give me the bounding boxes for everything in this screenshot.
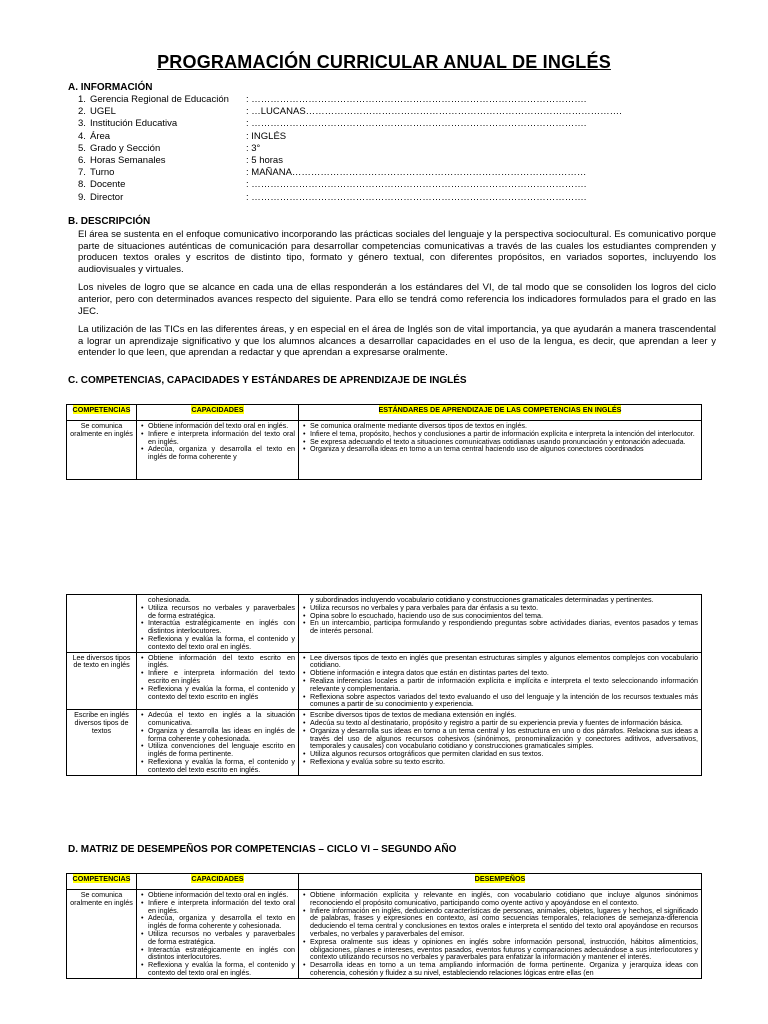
info-value: : 5 horas xyxy=(246,155,283,167)
bullet-item: • Organiza y desarrolla las ideas en inglés de forma coherente y cohesionada. xyxy=(140,727,295,743)
info-row xyxy=(78,118,738,130)
bullet-item: • Utiliza recursos no verbales y para verbales para dar énfasis a su texto. xyxy=(302,604,698,612)
capacidades-cell xyxy=(137,890,299,979)
info-num: 5. xyxy=(78,142,86,154)
bullet-item: • Organiza y desarrolla sus ideas en torno a un tema central y los estructura en uno o dos párrafos. Relaciona sus ideas a través del uso de algunos recursos cohesivos (sinónimos, pronominalización y conectores aditivos, adversativos, temporales y causales) con vocabulario cotidiano y construcciones gramaticales simples. xyxy=(302,727,698,750)
bullet-item: • Adecúa su texto al destinatario, propósito y registro a partir de su experiencia previa y fuentes de información básica. xyxy=(302,719,698,727)
bullet-item: • Infiere e interpreta información del texto oral en inglés. xyxy=(140,899,295,915)
info-value: : INGLÉS xyxy=(246,130,287,142)
competencia-cell: Se comunica oralmente en inglés xyxy=(67,890,137,979)
header-capacidades: CAPACIDADES xyxy=(137,405,299,421)
bullet-item: • Reflexiona sobre aspectos variados del texto evaluando el uso del lenguaje y la intención de los recursos textuales más comunes a partir de su conocimiento y experiencia. xyxy=(302,693,698,709)
bullet-item: • Expresa oralmente sus ideas y opiniones en inglés sobre información personal, instrucción, hábitos alimenticios, obligaciones, planes e intereses, eventos pasados, eventos futuros y comparaciones adecuándose a sus interlocutores y contexto utilizando recursos no verbales y paraverbales para enfatizar la información y mantener el interés. xyxy=(302,938,698,961)
bullet-item: • Realiza inferencias locales a partir de información explícita e implícita e interpreta el texto seleccionando información relevante y complementaria. xyxy=(302,677,698,693)
info-row xyxy=(78,106,738,118)
bullet-item: • Obtiene información del texto oral en inglés. xyxy=(140,891,295,899)
desempenos-table xyxy=(66,873,702,979)
section-d-heading: D. MATRIZ DE DESEMPEÑOS POR COMPETENCIAS – CICLO VI – SEGUNDO AÑO xyxy=(68,844,457,855)
info-value: : ……………………………………………………………………………………………. xyxy=(246,118,587,130)
bullet-item: • Se expresa adecuando el texto a situaciones comunicativas cotidianas usando pronunciación y entonación adecuada. xyxy=(302,438,698,446)
bullet-item: • Reflexiona y evalúa la forma, el contenido y contexto del texto escrito en inglés xyxy=(140,685,295,701)
continued-text: y subordinados incluyendo vocabulario cotidiano y construcciones gramaticales determinadas y pertinentes. xyxy=(310,595,654,604)
bullet-item: • Adecúa el texto en inglés a la situación comunicativa. xyxy=(140,711,295,727)
bullet-item: • Utiliza convenciones del lenguaje escrito en inglés de forma pertinente. xyxy=(140,742,295,758)
section-a-heading: A. INFORMACIÓN xyxy=(68,82,153,93)
bullet-item: • Se comunica oralmente mediante diversos tipos de textos en inglés. xyxy=(302,422,698,430)
competencia-cell: Lee diversos tipos de texto en inglés xyxy=(67,652,137,710)
info-row xyxy=(78,179,738,191)
table-row xyxy=(67,595,702,653)
bullet-item: • Obtiene información del texto oral en inglés. xyxy=(140,422,295,430)
bullet-item: • Infiere e interpreta información del texto oral en inglés. xyxy=(140,430,295,446)
bullet-item: • Escribe diversos tipos de textos de mediana extensión en inglés. xyxy=(302,711,698,719)
bullet-item: • Desarrolla ideas en torno a un tema ampliando información de forma pertinente. Organiza y jerarquiza ideas con coherencia, cohesión y fluidez a su nivel, estableciendo relaciones lógicas entre ellas (en xyxy=(302,961,698,977)
info-label: Área xyxy=(90,130,111,142)
bullet-item: • Reflexiona y evalúa la forma, el contenido y contexto del texto oral en inglés. xyxy=(140,961,295,977)
estandares-cell xyxy=(299,710,702,775)
info-label: Director xyxy=(90,191,124,203)
header-competencias: COMPETENCIAS xyxy=(67,405,137,421)
competencias-table-part1 xyxy=(66,404,702,480)
info-value: : MAÑANA………………………………………………………………………………… xyxy=(246,167,587,179)
header-competencias: COMPETENCIAS xyxy=(67,874,137,890)
competencia-cell: Escribe en inglés diversos tipos de textos xyxy=(67,710,137,775)
header-capacidades: CAPACIDADES xyxy=(137,874,299,890)
bullet-item: • Reflexiona y evalúa la forma, el contenido y contexto del texto oral en inglés. xyxy=(140,635,295,651)
bullet-item: • Infiere e interpreta información del texto escrito en inglés xyxy=(140,669,295,685)
continued-text: cohesionada. xyxy=(148,595,191,604)
bullet-item: • Reflexiona y evalúa sobre su texto escrito. xyxy=(302,758,698,766)
header-estandares: ESTÁNDARES DE APRENDIZAJE DE LAS COMPETENCIAS EN INGLÉS xyxy=(299,405,702,421)
bullet-item: • Interactúa estratégicamente en inglés con distintos interlocutores. xyxy=(140,946,295,962)
estandares-cell xyxy=(299,595,702,653)
info-value: : ……………………………………………………………………………………………. xyxy=(246,179,587,191)
info-num: 2. xyxy=(78,106,86,118)
bullet-item: • Obtiene información del texto escrito en inglés. xyxy=(140,654,295,670)
table-row xyxy=(67,652,702,710)
header-desempenos: DESEMPEÑOS xyxy=(299,874,702,890)
bullet-item: • Utiliza recursos no verbales y paraverbales de forma estratégica. xyxy=(140,930,295,946)
info-row xyxy=(78,131,738,143)
bullet-item: • Lee diversos tipos de texto en inglés que presentan estructuras simples y algunos elementos complejos con vocabulario cotidiano. xyxy=(302,654,698,670)
bullet-item: • Obtiene información explícita y relevante en inglés, con vocabulario cotidiano que incluye algunos sinónimos reconociendo el propósito comunicativo, participando como oyente activo y apoyándose en el contexto. xyxy=(302,891,698,907)
capacidades-cell xyxy=(137,595,299,653)
info-row xyxy=(78,94,738,106)
info-row xyxy=(78,143,738,155)
info-value: : ……………………………………………………………………………………………. xyxy=(246,94,587,105)
info-num: 9. xyxy=(78,191,86,203)
info-label: Docente xyxy=(90,179,126,191)
estandares-cell xyxy=(299,652,702,710)
capacidades-cell xyxy=(137,710,299,775)
info-num: 4. xyxy=(78,130,86,142)
description-paragraph: Los niveles de logro que se alcance en cada una de ellas responderán a los estándares del VI, de tal modo que se consoliden los logros del ciclo anterior, pero con determinados avances respecto del siguiente. Para ello se tendrá como referencia los indicadores formulados para el grado en las JEC. xyxy=(78,282,716,317)
bullet-item: • Obtiene información e integra datos que están en distintas partes del texto. xyxy=(302,669,698,677)
competencia-cell xyxy=(67,595,137,653)
info-label: Gerencia Regional de Educación xyxy=(90,94,229,105)
bullet-item: • Adecúa, organiza y desarrolla el texto en inglés de forma coherente y cohesionada. xyxy=(140,914,295,930)
bullet-item: • Interactúa estratégicamente en inglés con distintos interlocutores. xyxy=(140,619,295,635)
info-num: 1. xyxy=(78,94,86,105)
info-value: : ……………………………………………………………………………………………. xyxy=(246,191,587,203)
info-value: : …LUCANAS………………………………………………………………………………………. xyxy=(246,106,622,118)
bullet-item: • Utiliza recursos no verbales y paraverbales de forma estratégica. xyxy=(140,604,295,620)
info-num: 3. xyxy=(78,118,86,130)
desempenos-cell xyxy=(299,890,702,979)
bullet-item: • Infiere el tema, propósito, hechos y conclusiones a partir de información explícita e interpreta la intención del interlocutor. xyxy=(302,430,698,438)
info-label: UGEL xyxy=(90,106,116,118)
bullet-item: • Utiliza algunos recursos ortográficos que permiten claridad en sus textos. xyxy=(302,750,698,758)
info-num: 7. xyxy=(78,167,86,179)
info-row xyxy=(78,155,738,167)
capacidades-cell xyxy=(137,652,299,710)
info-row xyxy=(78,192,738,204)
bullet-item: • Infiere información en inglés, deduciendo características de personas, animales, objetos, lugares y hechos, el significado de palabras, frases y expresiones en contexto, así como secuencias temporales, relaciones de semejanza-diferencia deduciendo el tema central y conclusiones en textos orales e interpreta el sentido del texto oral apoyándose en recursos verbales, no verbales y paraverbales del emisor. xyxy=(302,907,698,938)
info-list xyxy=(78,94,738,204)
info-num: 6. xyxy=(78,155,86,167)
bullet-item: • En un intercambio, participa formulando y respondiendo preguntas sobre actividades diarias, eventos pasados y temas de interés personal. xyxy=(302,619,698,635)
info-label: Horas Semanales xyxy=(90,155,166,167)
estandares-cell xyxy=(299,421,702,480)
description-paragraph: La utilización de las TICs en las diferentes áreas, y en especial en el área de Inglés son de vital importancia, ya que ayudarán a manera trascendental a lograr un aprendizaje significativo y que los alumnos alcances a desarrollar capacidades en el uso de la lengua, es decir, que aprendan a leer y entender lo que leen, que aprendan a redactar y que aprendan a expresarse oralmente. xyxy=(78,324,716,359)
competencias-table-part2 xyxy=(66,594,702,776)
info-label: Grado y Sección xyxy=(90,142,161,154)
capacidades-cell xyxy=(137,421,299,480)
competencia-cell: Se comunica oralmente en inglés xyxy=(67,421,137,480)
page-title: PROGRAMACIÓN CURRICULAR ANUAL DE INGLÉS xyxy=(157,52,611,72)
info-num: 8. xyxy=(78,179,86,191)
info-value: : 3° xyxy=(246,142,261,154)
info-label: Institución Educativa xyxy=(90,118,178,130)
table-row xyxy=(67,710,702,775)
info-label: Turno xyxy=(90,167,115,179)
bullet-item: • Organiza y desarrolla ideas en torno a un tema central haciendo uso de algunos conectores coordinados xyxy=(302,445,698,453)
info-row xyxy=(78,167,738,179)
section-b-heading: B. DESCRIPCIÓN xyxy=(68,216,151,227)
bullet-item: • Adecúa, organiza y desarrolla el texto en inglés de forma coherente y xyxy=(140,445,295,461)
description-block xyxy=(78,229,716,366)
description-paragraph: El área se sustenta en el enfoque comunicativo incorporando las prácticas sociales del lenguaje y la perspectiva sociocultural. Es comunicativo porque parte de situaciones auténticas de comunicación para desarrollar competencias comunicativas a través de las cuales los estudiantes comprenden y producen textos orales y escritos de distinto tipo, formato y género textual, con diferentes propósitos, en variados soportes, incluyendo los audiovisuales y virtuales. xyxy=(78,229,716,275)
bullet-item: • Opina sobre lo escuchado, haciendo uso de sus conocimientos del tema. xyxy=(302,612,698,620)
section-c-heading: C. COMPETENCIAS, CAPACIDADES Y ESTÁNDARES DE APRENDIZAJE DE INGLÉS xyxy=(68,375,467,386)
bullet-item: • Reflexiona y evalúa la forma, el contenido y contexto del texto escrito en inglés. xyxy=(140,758,295,774)
